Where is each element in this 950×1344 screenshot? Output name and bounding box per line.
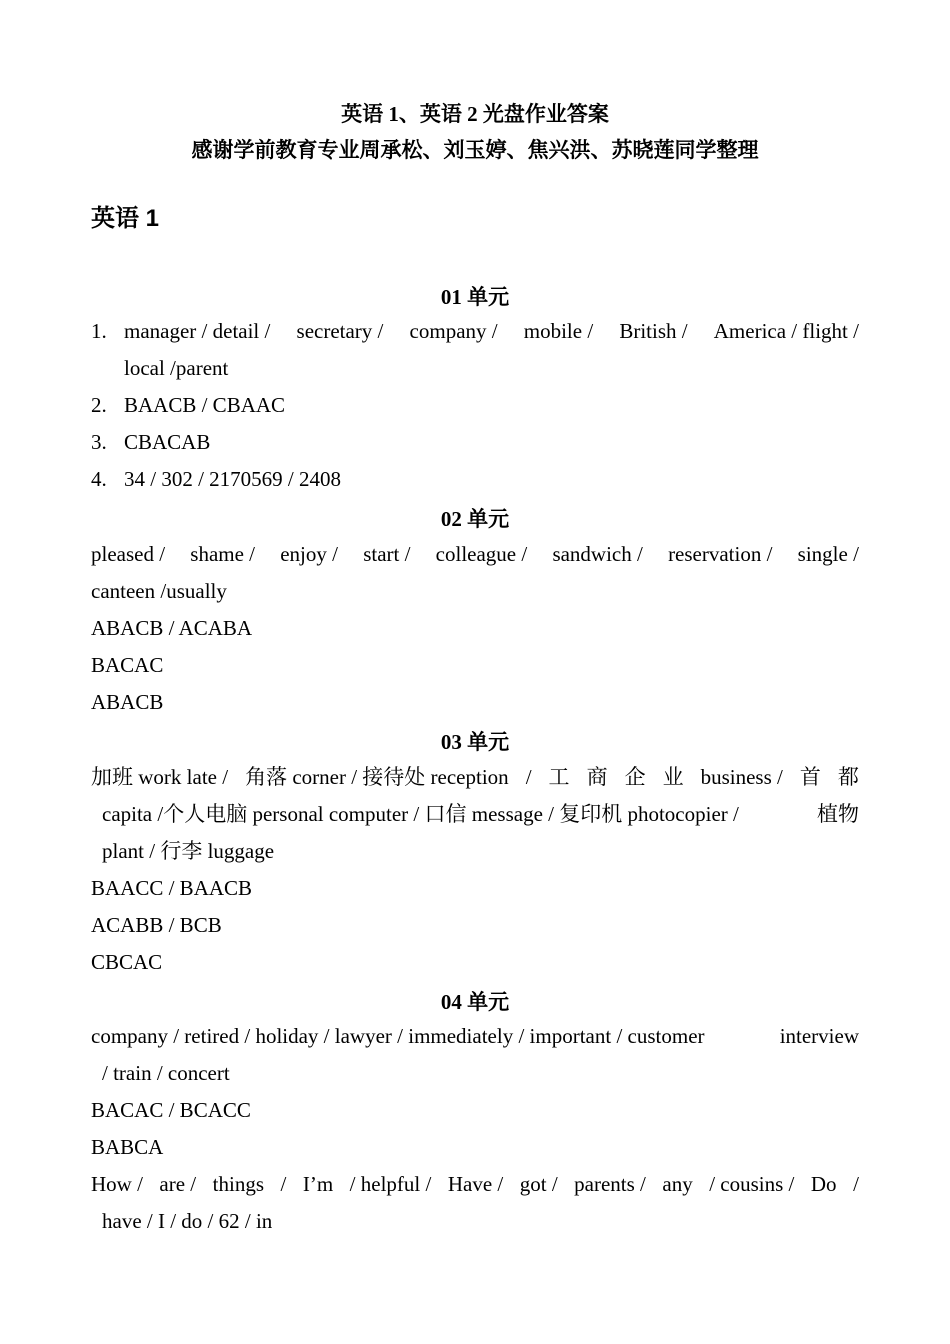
section-heading: 英语 1: [91, 205, 160, 232]
answer-segment: secretary /: [296, 319, 384, 343]
answer-segment: sandwich /: [552, 542, 643, 566]
document-subtitle: 感谢学前教育专业周承松、刘玉婷、焦兴洪、苏晓莲同学整理: [191, 138, 759, 162]
answer-segment: 企: [624, 765, 646, 789]
answer-segment: pleased /: [91, 542, 166, 566]
answer-line: [102, 800, 859, 828]
answer-segment: / cousins /: [709, 1172, 795, 1196]
answer-segment: / helpful /: [349, 1172, 432, 1196]
answer-segment: 工: [548, 765, 570, 789]
answer-segment: company / retired / holiday / lawyer / immediately / important / customer: [91, 1024, 705, 1048]
list-number: 2.: [91, 393, 107, 417]
answer-line: local /parent: [124, 356, 229, 380]
answer-line: [91, 1170, 859, 1198]
answer-line: BACAC: [91, 653, 164, 677]
answer-segment: 业: [662, 765, 684, 789]
answer-segment: enjoy /: [280, 542, 338, 566]
answer-segment: start /: [363, 542, 411, 566]
answer-segment: 加班 work late /: [91, 765, 229, 789]
answer-segment: 都: [837, 765, 859, 789]
answer-line: [91, 540, 859, 568]
answer-segment: /: [280, 1172, 287, 1196]
answer-segment: /: [525, 765, 532, 789]
answer-line: BAACC / BAACB: [91, 876, 253, 900]
answer-segment: things: [212, 1172, 264, 1196]
answer-segment: 植物: [817, 802, 859, 826]
answer-segment: got /: [519, 1172, 558, 1196]
answer-segment: British /: [619, 319, 688, 343]
answer-segment: business /: [700, 765, 783, 789]
list-number: 1.: [91, 319, 107, 343]
answer-segment: 首: [799, 765, 821, 789]
answer-segment: parents /: [574, 1172, 646, 1196]
answer-segment: 商: [586, 765, 608, 789]
answer-segment: capita /个人电脑 personal computer / 口信 message / 复印机 photocopier /: [102, 802, 739, 826]
answer-segment: interview: [779, 1024, 859, 1048]
answer-segment: America / flight /: [713, 319, 859, 343]
answer-line: CBCAC: [91, 950, 163, 974]
answer-segment: Do: [810, 1172, 837, 1196]
list-number: 4.: [91, 467, 107, 491]
answer-line: ABACB / ACABA: [91, 616, 253, 640]
answer-line: 34 / 302 / 2170569 / 2408: [124, 467, 342, 491]
answer-line: / train / concert: [102, 1061, 230, 1085]
answer-segment: mobile /: [523, 319, 594, 343]
answer-segment: Have /: [447, 1172, 504, 1196]
answer-segment: /: [853, 1172, 859, 1196]
answer-line: BAACB / CBAAC: [124, 393, 286, 417]
answer-line: BABCA: [91, 1135, 164, 1159]
answer-segment: I’m: [302, 1172, 334, 1196]
answer-segment: 角落 corner / 接待处 reception: [245, 765, 509, 789]
answer-segment: manager / detail /: [124, 319, 271, 343]
answer-segment: single /: [797, 542, 859, 566]
unit-heading: 01 单元: [440, 285, 510, 309]
answer-segment: How /: [91, 1172, 143, 1196]
unit-heading: 04 单元: [440, 990, 510, 1014]
answer-line: CBACAB: [124, 430, 211, 454]
answer-line: BACAC / BCACC: [91, 1098, 251, 1122]
answer-line: ABACB: [91, 690, 164, 714]
answer-line: [124, 317, 859, 345]
answer-line: have / I / do / 62 / in: [102, 1209, 273, 1233]
answer-segment: reservation /: [668, 542, 773, 566]
unit-heading: 03 单元: [440, 730, 510, 754]
answer-line: [91, 1022, 859, 1050]
answer-segment: are /: [159, 1172, 197, 1196]
answer-line: canteen /usually: [91, 579, 227, 603]
answer-segment: shame /: [190, 542, 256, 566]
document-title: 英语 1、英语 2 光盘作业答案: [341, 102, 609, 126]
answer-segment: company /: [409, 319, 498, 343]
answer-segment: colleague /: [435, 542, 528, 566]
answer-line: ACABB / BCB: [91, 913, 222, 937]
answer-line: [91, 763, 859, 791]
unit-heading: 02 单元: [440, 507, 510, 531]
answer-line: plant / 行李 luggage: [102, 839, 275, 863]
answer-segment: any: [662, 1172, 693, 1196]
list-number: 3.: [91, 430, 107, 454]
